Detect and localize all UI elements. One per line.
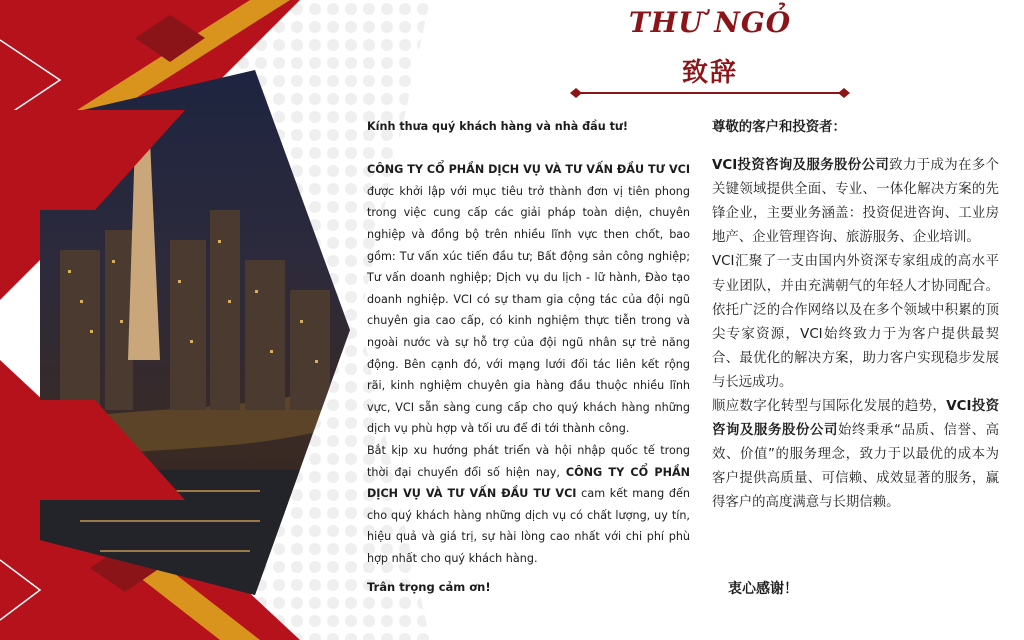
letter-vietnamese: [367, 116, 690, 569]
greeting-vietnamese: Kính thưa quý khách hàng và nhà đầu tư!: [367, 120, 628, 133]
paragraph-3-chinese: [712, 395, 999, 515]
greeting-chinese: 尊敬的客户和投资者：: [712, 120, 846, 135]
paragraph-2-vietnamese: [367, 440, 690, 570]
page-title-vietnamese: THƯ NGỎ: [628, 6, 792, 39]
paragraph-text: Bắt kịp xu hướng phát triển và hội nhập quốc tế trong thời đại chuyển đổi số hiện nay,: [367, 443, 690, 479]
company-name: CÔNG TY CỔ PHẦN DỊCH VỤ VÀ TƯ VẤN ĐẦU TƯ VCI: [367, 465, 690, 501]
paragraph-text: 始终秉承“品质、信誉、高效、价值”的服务理念，致力于以最优的成本为客户提供高质量、可信赖、成效显著的服务，赢得客户的高度满意与长期信赖。: [712, 423, 1000, 511]
company-name: CÔNG TY CỔ PHẦN DỊCH VỤ VÀ TƯ VẤN ĐẦU TƯ VCI: [367, 163, 690, 177]
letter-chinese: [712, 116, 999, 516]
paragraph-text: 致力于成为在多个关键领域提供全面、专业、一体化解决方案的先锋企业，主要业务涵盖：投资促进咨询、工业房地产、企业管理咨询、旅游服务、企业培训。: [712, 158, 999, 246]
paragraph-1-vietnamese: [367, 159, 690, 440]
paragraph-text: 顺应数字化转型与国际化发展的趋势，: [712, 399, 947, 415]
title-divider: [570, 86, 850, 100]
paragraph-text: cam kết mang đến cho quý khách hàng những dịch vụ có chất lượng, uy tín, hiệu quả và giá trị, sự hài lòng cao nhất với chi phí phù hợp nhất cho quý khách hàng.: [367, 487, 690, 565]
paragraph-1-chinese: [712, 154, 999, 250]
company-name: VCI投资咨询及服务股份公司: [712, 158, 890, 174]
company-name: VCI投资咨询及服务股份公司: [712, 399, 999, 439]
signoff-chinese: 衷心感谢！: [728, 581, 798, 597]
signoff-vietnamese: Trân trọng cảm ơn!: [367, 580, 491, 594]
page-title-chinese: 致辞: [681, 58, 738, 88]
paragraph-2-chinese: VCI汇聚了一支由国内外资深专家组成的高水平专业团队，并由充满朝气的年轻人才协同配合。依托广泛的合作网络以及在多个领域中积累的顶尖专家资源，VCI始终致力于为客户提供最契合、最优化的解决方案，助力客户实现稳步发展与长远成功。: [712, 254, 999, 390]
paragraph-text: được khởi lập với mục tiêu trở thành đơn vị tiên phong trong việc cung cấp các giải pháp toàn diện, chuyên nghiệp và đồng bộ trên nhiều lĩnh vực then chốt, bao gồm: Tư vấn xúc tiến đầu tư; Bất động sản công nghiệp; Tư vấn doanh nghiệp; Dịch vụ du lịch - lữ hành, Đào tạo doanh nghiệp. VCI có sự tham gia cộng tác của đội ngũ chuyên gia cao cấp, có kinh nghiệm thực tiễn trong và ngoài nước và sự hỗ trợ của đội ngũ nhân sự trẻ năng động. Bên cạnh đó, với mạng lưới đối tác liên kết rộng rãi, kinh nghiệm chuyên gia hàng đầu thuộc nhiều lĩnh vực, VCI sẵn sàng cung cấp cho quý khách hàng những dịch vụ phù hợp và tối ưu để đi tới thành công.: [367, 184, 690, 436]
